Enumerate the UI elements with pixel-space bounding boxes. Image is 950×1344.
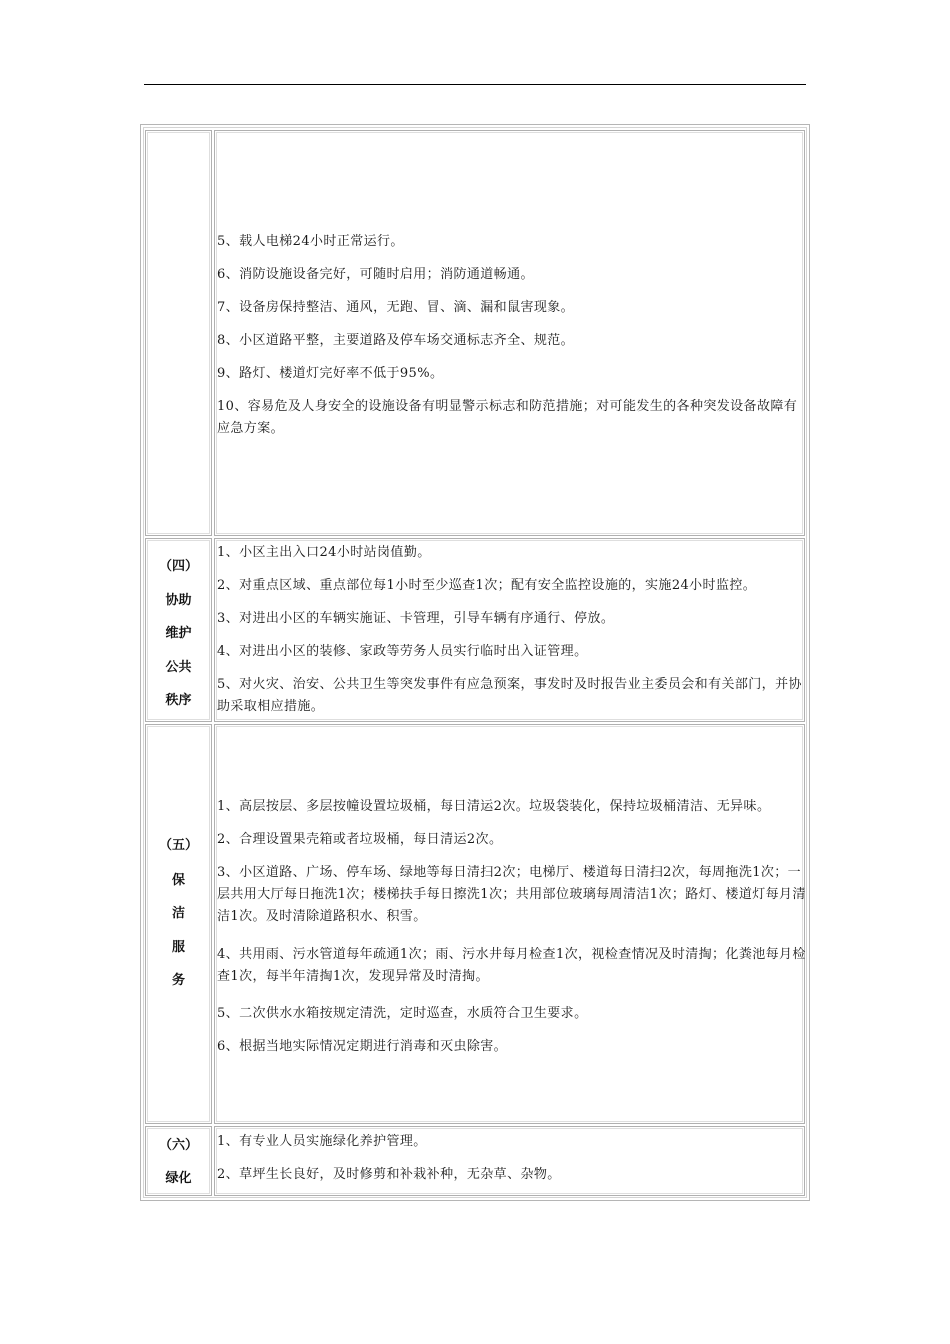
list-item: 3、小区道路、广场、停车场、绿地等每日清扫2次；电梯厅、楼道每日清扫2次，每周拖洗1次；一层共用大厅每日拖洗1次；楼梯扶手每日擦洗1次；共用部位玻璃每周清洁1次；路灯、楼道灯每月清洁1次。及时清除道路积水、积雪。 [217, 865, 806, 924]
category-label: 洁 [171, 906, 185, 921]
category-label: 绿化 [165, 1171, 192, 1186]
list-item: 2、对重点区域、重点部位每1小时至少巡查1次；配有安全监控设施的，实施24小时监控。 [217, 578, 757, 593]
category-label: 维护 [165, 626, 192, 641]
list-item: 7、设备房保持整洁、通风，无跑、冒、滴、漏和鼠害现象。 [217, 300, 575, 315]
category-label: （六） [158, 1138, 198, 1153]
list-item: 6、根据当地实际情况定期进行消毒和灭虫除害。 [217, 1039, 508, 1054]
table-row-greening [145, 1126, 805, 1196]
page-header-rule [144, 84, 806, 85]
category-label: 公共 [165, 660, 192, 675]
list-item: 4、对进出小区的装修、家政等劳务人员实行临时出入证管理。 [217, 644, 588, 659]
table-row-equipment-continued [145, 130, 805, 536]
list-item: 5、对火灾、治安、公共卫生等突发事件有应急预案，事发时及时报告业主委员会和有关部门，并协助采取相应措施。 [217, 677, 802, 714]
list-item: 4、共用雨、污水管道每年疏通1次；雨、污水井每月检查1次，视检查情况及时清掏；化粪池每月检查1次，每半年清掏1次，发现异常及时清掏。 [217, 947, 806, 984]
list-item: 1、有专业人员实施绿化养护管理。 [217, 1134, 427, 1149]
list-item: 5、载人电梯24小时正常运行。 [217, 234, 404, 249]
category-cell [145, 130, 212, 536]
table-row-cleaning [145, 724, 805, 1124]
list-item: 2、合理设置果壳箱或者垃圾桶，每日清运2次。 [217, 832, 503, 847]
list-item: 10、容易危及人身安全的设施设备有明显警示标志和防范措施；对可能发生的各种突发设备故障有应急方案。 [217, 399, 798, 436]
category-cell [145, 724, 212, 1124]
list-item: 3、对进出小区的车辆实施证、卡管理，引导车辆有序通行、停放。 [217, 611, 615, 626]
category-label: 协助 [165, 593, 192, 608]
list-item: 8、小区道路平整，主要道路及停车场交通标志齐全、规范。 [217, 333, 575, 348]
category-label: （五） [158, 838, 198, 853]
list-item: 2、草坪生长良好，及时修剪和补栽补种，无杂草、杂物。 [217, 1167, 561, 1182]
category-label: （四） [158, 559, 198, 574]
category-label: 秩序 [165, 693, 192, 708]
list-item: 5、二次供水水箱按规定清洗，定时巡查，水质符合卫生要求。 [217, 1006, 588, 1021]
category-label: 服 [171, 940, 185, 955]
list-item: 9、路灯、楼道灯完好率不低于95%。 [217, 366, 444, 381]
table-row-public-order [145, 538, 805, 722]
category-label: 保 [171, 873, 185, 888]
list-item: 6、消防设施设备完好，可随时启用；消防通道畅通。 [217, 267, 534, 282]
category-label: 务 [171, 973, 185, 988]
list-item: 1、小区主出入口24小时站岗值勤。 [217, 545, 431, 560]
list-item: 1、高层按层、多层按幢设置垃圾桶，每日清运2次。垃圾袋装化，保持垃圾桶清洁、无异味。 [217, 799, 771, 814]
